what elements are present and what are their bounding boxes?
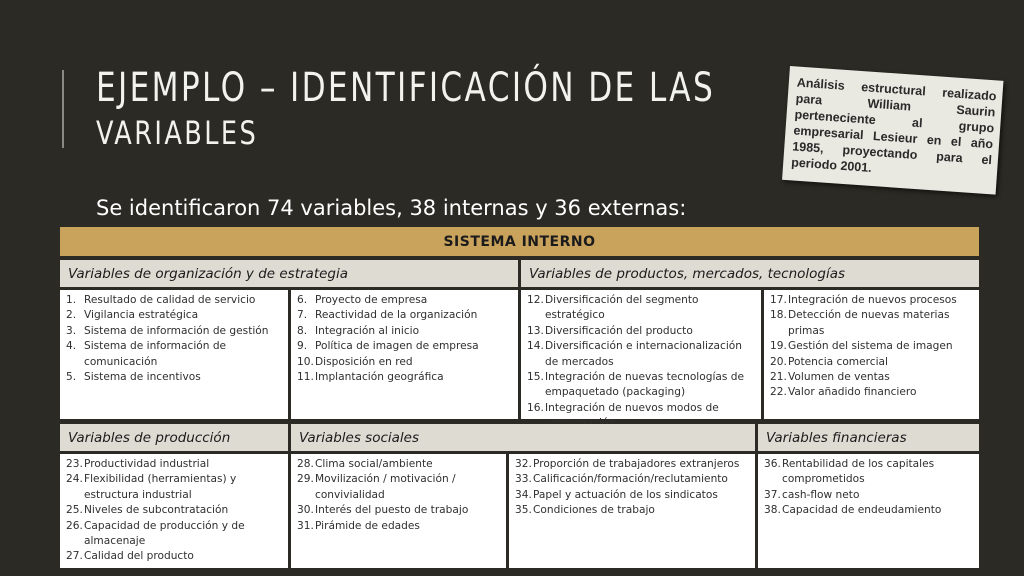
variable-number: 34. <box>515 488 532 501</box>
variable-number: 28. <box>297 458 314 470</box>
group-header-sociales: Variables sociales <box>291 424 755 451</box>
variable-item <box>66 293 284 308</box>
variable-number: 24. <box>66 473 83 486</box>
group-header-produccion: Variables de producción <box>60 424 288 451</box>
variable-label: Sistema de incentivos <box>84 371 201 384</box>
variable-number: 32. <box>515 458 532 470</box>
variable-label: Papel y actuación de los sindicatos <box>533 488 718 501</box>
variable-label: Pirámide de edades <box>315 519 420 532</box>
variable-number: 37. <box>764 488 781 501</box>
variable-item <box>770 339 975 354</box>
variable-item <box>297 457 502 472</box>
variable-number: 26. <box>66 519 83 532</box>
variable-label: Diversificación del producto <box>545 324 693 337</box>
slide-title <box>96 66 736 152</box>
variable-number: 30. <box>297 504 314 517</box>
variable-label: Política de imagen de empresa <box>315 340 479 353</box>
variable-label: Vigilancia estratégica <box>84 309 199 322</box>
variable-number: 13. <box>527 324 544 337</box>
variable-number: 18. <box>770 309 787 322</box>
variable-item <box>527 324 757 339</box>
slide-title-line1: EJEMPLO – IDENTIFICACIÓN DE LAS <box>96 65 716 111</box>
variable-label: Reactividad de la organización <box>315 309 478 322</box>
variable-number: 22. <box>770 386 787 399</box>
cell-org-left <box>60 290 288 419</box>
variable-label: Capacidad de endeudamiento <box>782 504 942 517</box>
variable-number: 10. <box>297 355 314 368</box>
variable-number: 7. <box>297 309 308 322</box>
variable-item <box>515 457 751 472</box>
variable-item <box>527 339 757 370</box>
variable-label: Condiciones de trabajo <box>533 504 655 517</box>
sticky-note: Análisis estructural realizado para William Saurin perteneciente al grupo empresarial Lesieur en el año 1985, proyectando para el periodo 2001. <box>782 66 1003 195</box>
variable-item <box>297 308 514 323</box>
variable-item <box>66 519 284 550</box>
variable-number: 1. <box>66 294 77 306</box>
variable-number: 12. <box>527 294 544 306</box>
variable-label: Integración de nuevos procesos <box>788 294 957 306</box>
variable-number: 23. <box>66 458 83 470</box>
variable-item <box>66 324 284 339</box>
variable-item <box>770 308 975 339</box>
cell-org-right <box>291 290 518 419</box>
cell-financieras <box>758 454 979 568</box>
variable-number: 20. <box>770 355 787 368</box>
variable-label: Diversificación del segmento estratégico <box>545 294 699 322</box>
variable-label: Clima social/ambiente <box>315 458 433 470</box>
variable-item <box>66 503 284 518</box>
variable-item <box>297 503 502 518</box>
variable-label: Sistema de información de gestión <box>84 324 269 337</box>
variable-number: 21. <box>770 371 787 384</box>
variable-number: 9. <box>297 340 308 353</box>
variable-item <box>770 355 975 370</box>
variable-label: Rentabilidad de los capitales comprometidos <box>782 458 935 486</box>
variable-item <box>297 324 514 339</box>
variable-item <box>297 519 502 534</box>
variable-item <box>764 457 975 488</box>
variable-number: 31. <box>297 519 314 532</box>
variable-label: Potencia comercial <box>788 355 888 368</box>
variable-number: 25. <box>66 504 83 517</box>
variable-number: 11. <box>297 371 314 384</box>
variable-label: Integración al inicio <box>315 324 420 337</box>
variable-item <box>764 503 975 518</box>
variable-item <box>297 355 514 370</box>
variable-label: Proporción de trabajadores extranjeros <box>533 458 740 470</box>
variable-item <box>770 370 975 385</box>
system-header: SISTEMA INTERNO <box>60 227 979 256</box>
variable-label: Implantación geográfica <box>315 371 444 384</box>
variable-number: 2. <box>66 309 77 322</box>
group-header-financieras: Variables financieras <box>758 424 979 451</box>
variable-item <box>66 370 284 385</box>
slide-title-line2: VARIABLES <box>96 114 259 152</box>
variable-number: 8. <box>297 324 308 337</box>
variable-item <box>297 293 514 308</box>
variable-item <box>764 488 975 503</box>
variable-label: Productividad industrial <box>84 458 210 470</box>
variable-item <box>66 308 284 323</box>
variable-label: Valor añadido financiero <box>788 386 917 399</box>
variable-label: cash-flow neto <box>782 488 860 501</box>
variable-item <box>66 472 284 503</box>
variable-number: 19. <box>770 340 787 353</box>
variable-item <box>515 472 751 487</box>
variable-label: Capacidad de producción y de almacenaje <box>84 519 245 548</box>
variable-number: 35. <box>515 504 532 517</box>
variable-label: Proyecto de empresa <box>315 294 428 306</box>
variable-number: 14. <box>527 340 544 353</box>
variable-number: 5. <box>66 371 77 384</box>
variable-label: Movilización / motivación / convivialidad <box>315 473 456 501</box>
variable-item <box>66 339 284 370</box>
variable-number: 15. <box>527 371 544 384</box>
variable-number: 27. <box>66 550 83 563</box>
variable-label: Resultado de calidad de servicio <box>84 294 256 306</box>
cell-prod-left <box>521 290 761 419</box>
title-accent-line <box>62 70 64 148</box>
variable-item <box>770 293 975 308</box>
variable-label: Volumen de ventas <box>788 371 890 384</box>
slide-subtitle: Se identificaron 74 variables, 38 internas y 36 externas: <box>96 196 687 220</box>
variable-label: Integración de nuevos modos de <box>545 401 719 414</box>
variable-number: 33. <box>515 473 532 486</box>
cell-sociales-right <box>509 454 755 568</box>
variable-number: 36. <box>764 458 781 470</box>
variable-number: 4. <box>66 340 77 353</box>
variable-label: Integración de nuevas tecnologías de empaquetado (packaging) <box>545 371 745 399</box>
variable-item <box>297 339 514 354</box>
variable-item <box>66 549 284 564</box>
variable-label: Calidad del producto <box>84 550 194 563</box>
variable-label: Detección de nuevas materias primas <box>788 309 950 337</box>
cell-produccion <box>60 454 288 568</box>
cell-prod-right <box>764 290 979 419</box>
variable-number: 38. <box>764 504 781 517</box>
variable-item <box>527 293 757 324</box>
variable-label: Gestión del sistema de imagen <box>788 340 953 353</box>
variable-item <box>66 457 284 472</box>
variable-label: Sistema de información de comunicación <box>84 340 227 368</box>
variable-label: Niveles de subcontratación <box>84 504 229 517</box>
variable-label: Flexibilidad (herramientas) y estructura industrial <box>84 473 237 501</box>
group-header-prod-merc: Variables de productos, mercados, tecnologías <box>521 260 979 287</box>
group-header-org: Variables de organización y de estrategia <box>60 260 518 287</box>
variable-label: Interés del puesto de trabajo <box>315 504 469 517</box>
cell-sociales-left <box>291 454 506 568</box>
variable-number: 3. <box>66 324 77 337</box>
variable-item <box>297 472 502 503</box>
variable-number: 16. <box>527 401 544 414</box>
variable-item <box>770 385 975 400</box>
variable-number: 17. <box>770 294 787 306</box>
variable-item <box>527 370 757 401</box>
variable-item <box>515 488 751 503</box>
variable-item <box>515 503 751 518</box>
variable-number: 29. <box>297 473 314 486</box>
variable-number: 6. <box>297 294 308 306</box>
variable-label: Diversificación e internacionalización de mercados <box>545 340 742 368</box>
variables-table <box>60 227 979 568</box>
variable-label: Disposición en red <box>315 355 413 368</box>
variable-item <box>297 370 514 385</box>
variable-label: Calificación/formación/reclutamiento <box>533 473 728 486</box>
